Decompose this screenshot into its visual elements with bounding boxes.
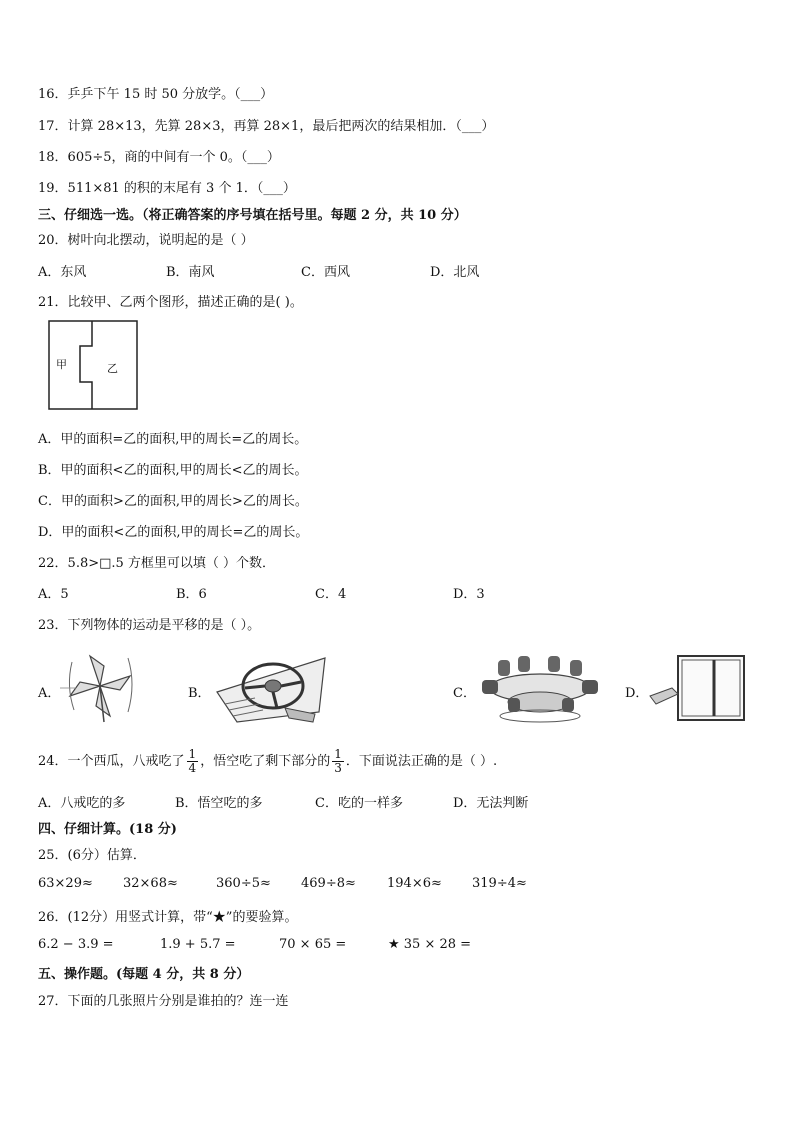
q24-option-d: D．无法判断 xyxy=(453,796,529,811)
section-5-heading: 五、操作题。(每题 4 分，共 8 分） xyxy=(38,967,250,982)
q20-option-d: D．北风 xyxy=(430,265,480,280)
question-23-stem: 23．下列物体的运动是平移的是（ ）。 xyxy=(38,618,261,633)
estimate-item-1: 63×29≈ xyxy=(38,876,93,891)
q23-option-d: D． xyxy=(625,686,649,701)
question-22-stem: 22．5.8>□.5 方框里可以填（ ）个数． xyxy=(38,556,276,571)
estimate-item-5: 194×6≈ xyxy=(387,876,442,891)
fraction-numerator: 1 xyxy=(334,747,342,761)
estimate-item-4: 469÷8≈ xyxy=(301,876,356,891)
question-21-stem: 21．比较甲、乙两个图形，描述正确的是( )。 xyxy=(38,295,303,310)
calc-item-2: 1.9 + 5.7 = xyxy=(160,937,236,952)
fraction-one-quarter xyxy=(187,748,199,775)
q22-option-a: A．5 xyxy=(38,587,69,602)
q21-option-a: A．甲的面积=乙的面积,甲的周长=乙的周长。 xyxy=(38,432,308,447)
q22-option-c: C．4 xyxy=(315,587,347,602)
sliding-window-image xyxy=(648,652,752,724)
estimate-item-6: 319÷4≈ xyxy=(472,876,527,891)
q20-option-c: C．西风 xyxy=(301,265,350,280)
question-24-stem xyxy=(38,744,497,780)
calc-item-4: ★ 35 × 28 = xyxy=(388,937,472,952)
q23-option-a: A． xyxy=(38,686,61,701)
section-3-heading: 三、仔细选一选。（将正确答案的序号填在括号里。每题 2 分，共 10 分） xyxy=(38,208,467,223)
fraction-denominator: 4 xyxy=(188,761,197,775)
fraction-numerator: 1 xyxy=(188,747,197,761)
question-17: 17．计算 28×13，先算 28×3，再算 28×1，最后把两次的结果相加．（___） xyxy=(38,119,495,134)
q23-option-c: C． xyxy=(453,686,476,701)
figure-label-yi: 乙 xyxy=(107,362,118,375)
q21-option-d: D．甲的面积<乙的面积,甲的周长=乙的周长。 xyxy=(38,525,309,540)
q21-option-b: B．甲的面积<乙的面积,甲的周长<乙的周长。 xyxy=(38,463,308,478)
q23-option-b: B． xyxy=(188,686,211,701)
q22-option-b: B．6 xyxy=(176,587,207,602)
question-27-stem: 27．下面的几张照片分别是谁拍的？连一连 xyxy=(38,994,289,1009)
q21-option-c: C．甲的面积>乙的面积,甲的周长>乙的周长。 xyxy=(38,494,308,509)
question-26-stem: 26．(12分）用竖式计算，带“★”的要验算。 xyxy=(38,910,298,925)
question-18: 18．605÷5，商的中间有一个 0。（___） xyxy=(38,150,280,165)
fraction-denominator: 3 xyxy=(334,761,342,775)
calc-item-1: 6.2 − 3.9 = xyxy=(38,937,114,952)
q24-stem-part1: 24．一个西瓜，八戒吃了 xyxy=(38,754,185,769)
q20-option-b: B．南风 xyxy=(166,265,215,280)
carousel-ride-image xyxy=(478,654,602,724)
q24-stem-part2: ，悟空吃了剩下部分的 xyxy=(200,754,331,769)
q24-option-b: B．悟空吃的多 xyxy=(175,796,263,811)
figure-label-jia: 甲 xyxy=(56,358,67,371)
pinwheel-image xyxy=(60,648,140,724)
question-25-stem: 25．(6分）估算． xyxy=(38,848,146,863)
estimate-item-3: 360÷5≈ xyxy=(216,876,271,891)
steering-wheel-image xyxy=(215,652,327,724)
section-4-heading: 四、仔细计算。(18 分) xyxy=(38,822,177,837)
q24-stem-part3: ．下面说法正确的是（ ）. xyxy=(345,754,498,769)
q24-option-c: C．吃的一样多 xyxy=(315,796,403,811)
q20-option-a: A．东风 xyxy=(38,265,87,280)
q24-option-a: A．八戒吃的多 xyxy=(38,796,126,811)
estimate-item-2: 32×68≈ xyxy=(123,876,178,891)
calc-item-3: 70 × 65 = xyxy=(279,937,347,952)
question-19: 19．511×81 的积的末尾有 3 个 1．（___） xyxy=(38,181,296,196)
fraction-one-third xyxy=(332,748,344,775)
question-16: 16．乒乒下午 15 时 50 分放学。（___） xyxy=(38,87,274,102)
q22-option-d: D．3 xyxy=(453,587,485,602)
question-20-stem: 20．树叶向北摆动，说明起的是（ ） xyxy=(38,233,254,248)
